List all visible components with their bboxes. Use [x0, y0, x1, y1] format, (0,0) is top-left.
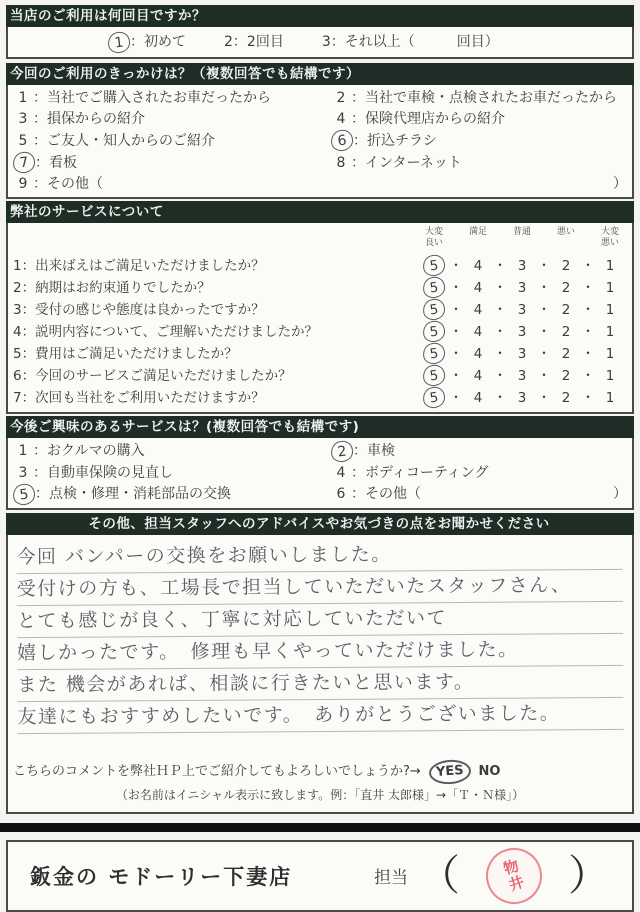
rating-scale: 5 ・ 4 ・ 3 ・ 2 ・ 1 [419, 321, 625, 343]
selected-circle-mark: 5 [422, 254, 446, 278]
rating-scale: 5 ・ 4 ・ 3 ・ 2 ・ 1 [419, 255, 625, 277]
rating-row-5 [13, 343, 627, 365]
option-first-time [108, 30, 186, 54]
section-service-rating-title: 弊社のサービスについて [6, 201, 634, 223]
section-future-services [6, 416, 634, 510]
paren-open: （ [417, 850, 460, 900]
rating-scale: 5 ・ 4 ・ 3 ・ 2 ・ 1 [419, 299, 625, 321]
hanko-char-2: 井 [506, 872, 527, 895]
footer-shop-strip [6, 840, 634, 912]
selected-circle-mark: 5 [422, 386, 446, 410]
handwritten-comment [12, 535, 627, 733]
rating-scale: 5 ・ 4 ・ 3 ・ 2 ・ 1 [419, 387, 625, 409]
no-option: NO [478, 763, 501, 779]
section-comments [6, 513, 634, 814]
legend-bad: 悪い [556, 227, 575, 237]
yes-selected-circle: YES [428, 758, 471, 785]
initials-note: （お名前はイニシャル表示に致します。例：「直井 太郎様」→「Ｔ・Ｎ様」） [115, 787, 525, 802]
question-text: 5：費用はご満足いただけましたか？ [13, 345, 238, 362]
separator-bar [0, 823, 640, 832]
selected-circle-mark: 2 [330, 439, 354, 463]
option-first-time-label: ：初めて [130, 34, 186, 50]
trigger-option-1: 1 ：当社でご購入されたお車だったから [18, 90, 271, 106]
section-visit-count [6, 5, 634, 59]
trigger-option-9-other: 9 ：その他（ ） [18, 176, 627, 192]
selected-circle-mark: 5 [422, 320, 446, 344]
trigger-options [6, 85, 634, 199]
section-service-rating [6, 201, 634, 414]
rating-row-3 [13, 299, 627, 321]
trigger-option-7-selected: 7 ：看板 [13, 152, 331, 173]
hp-consent-question: こちらのコメントを弊社ＨＰ上でご紹介してもよろしいでしょうか?→ [13, 763, 421, 779]
rating-row-1 [13, 255, 627, 277]
rating-row-6 [13, 365, 627, 387]
trigger-option-2: 2 ：当社で車検・点検されたお車だったから [336, 90, 617, 106]
question-text: 3：受付の感じや態度は良かったですか？ [13, 301, 265, 318]
shop-name: 鈑金の モドーリー下妻店 [30, 864, 293, 889]
future-option-3: 3 ：自動車保険の見直し [18, 464, 173, 481]
trigger-option-5: 5 ：ご友人・知人からのご紹介 [18, 132, 215, 149]
handwritten-line: 嬉しかったです。 修理も早くやっていただけました。 [17, 633, 623, 669]
service-rating-table [6, 223, 634, 414]
rating-scale: 5 ・ 4 ・ 3 ・ 2 ・ 1 [419, 343, 625, 365]
hp-consent-row [13, 760, 627, 784]
selected-circle-mark: 5 [422, 342, 446, 366]
question-text: 1：出来ばえはご満足いただけましたか？ [13, 257, 265, 274]
legend-satisfied: 満足 [468, 227, 487, 237]
rating-row-4 [13, 321, 627, 343]
comments-box [6, 535, 634, 814]
selected-circle-mark: 7 [12, 151, 36, 175]
future-service-options [6, 438, 634, 510]
section-visit-count-title: 当店のご利用は何回目ですか？ [6, 5, 634, 27]
section-trigger [6, 63, 634, 199]
option-second-time: 2：2回目 [224, 34, 284, 50]
trigger-option-8: 8 ：インターネット [336, 154, 462, 171]
handwritten-line: また 機会があれば、相談に行きたいと思います。 [17, 665, 623, 701]
section-trigger-title: 今回のご利用のきっかけは？（複数回答でも結構です） [6, 63, 634, 85]
handwritten-line: とても感じが良く、丁寧に対応していただいて [17, 601, 623, 637]
trigger-option-6-selected: 6 ：折込チラシ [331, 130, 627, 151]
future-option-2-selected: 2 ：車検 [331, 441, 627, 462]
visit-count-options [6, 27, 634, 59]
section-future-services-title: 今後ご興味のあるサービスは？(複数回答でも結構です) [6, 416, 634, 438]
other-close-paren: ） [613, 486, 627, 503]
future-option-1: 1 ：おクルマの購入 [18, 443, 145, 460]
rating-scale: 5 ・ 4 ・ 3 ・ 2 ・ 1 [419, 365, 625, 387]
paren-close: ） [567, 850, 610, 900]
rating-row-2 [13, 277, 627, 299]
hanko-stamp [479, 840, 550, 911]
hanko-char-1: 物 [501, 856, 522, 878]
selected-circle-mark: 1 [107, 30, 131, 54]
question-text: 2：納期はお約束通りでしたか？ [13, 279, 211, 296]
selected-circle-mark: 5 [422, 364, 446, 388]
future-option-6-other: 6 ：その他（ ） [336, 486, 627, 503]
other-close-paren: ） [613, 176, 627, 192]
trigger-option-3: 3 ：損保からの紹介 [18, 111, 145, 127]
handwritten-line: 受付けの方も、工場長で担当していただいたスタッフさん、 [17, 569, 623, 605]
staff-in-charge-label: 担当 [373, 868, 408, 889]
question-text: 7：次回も当社をご利用いただけますか？ [13, 389, 265, 406]
option-more-times: 3：それ以上（ 回目） [321, 34, 499, 50]
section-comments-title: その他、担当スタッフへのアドバイスやお気づきの点をお聞かせください [6, 513, 634, 535]
selected-circle-mark: 5 [422, 298, 446, 322]
question-text: 4：説明内容について、ご理解いただけましたか？ [13, 323, 319, 340]
question-text: 6：今回のサービスご満足いただけましたか？ [13, 367, 292, 384]
future-option-5-selected: 5 ：点検・修理・消耗部品の交換 [13, 484, 331, 505]
legend-very-good: 大変良い [424, 227, 443, 248]
rating-row-7 [13, 387, 627, 409]
selected-circle-mark: 5 [12, 482, 36, 506]
selected-circle-mark: 6 [330, 129, 354, 153]
trigger-option-4: 4 ：保険代理店からの紹介 [336, 111, 505, 127]
legend-very-bad: 大変悪い [600, 227, 619, 248]
rating-legend [419, 227, 625, 249]
legend-normal: 普通 [512, 227, 531, 237]
selected-circle-mark: 5 [422, 276, 446, 300]
handwritten-line: 今回 バンパーの交換をお願いしました。 [16, 537, 622, 573]
rating-scale: 5 ・ 4 ・ 3 ・ 2 ・ 1 [419, 277, 625, 299]
handwritten-line: 友達にもおすすめしたいです。 ありがとうございました。 [17, 697, 623, 733]
future-option-4: 4 ：ボディコーティング [336, 464, 489, 481]
